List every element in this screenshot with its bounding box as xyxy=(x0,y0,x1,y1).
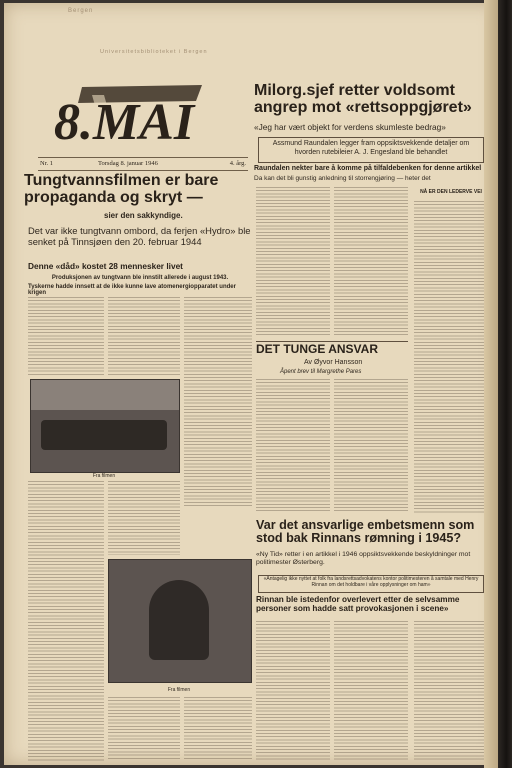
left-main-deck2: Tyskerne hadde innsett at de ikke kunne lave atomenergiopparatet under krigen xyxy=(28,284,236,296)
right-column-text xyxy=(184,297,252,507)
center-left-text xyxy=(256,187,330,337)
bottom-text-c xyxy=(414,621,486,761)
masthead-info-bar xyxy=(38,157,248,171)
bottom-box: «Antagelig ikke nyttet at folk fra landsrettsadvokatens kontor politimesteren å samtale med Henry Rinnan om det holdbare i våre opplysninger om ham» xyxy=(258,575,484,593)
sheet-edge xyxy=(484,0,498,768)
photo-1 xyxy=(30,379,180,473)
issue-date: Torsdag 8. januar 1946 xyxy=(98,160,158,167)
center-mid-text xyxy=(334,187,408,337)
right-top-headline: Milorg.sjef retter voldsomt angrep mot «rettsoppgjøret» xyxy=(254,82,472,116)
org-line: Universitetsbiblioteket i Bergen xyxy=(100,49,208,55)
bottom-deck: Rinnan ble istedenfor overlevert etter de selvsamme personer som hadde satt provokasjonen i scene» xyxy=(256,595,460,613)
issue-volume: 4. årg. xyxy=(229,160,246,167)
left-main-byline: sier den sakkyndige. xyxy=(104,211,183,220)
right-top-deck: Raundalen nekter bare å komme på tilfaldebenken for denne artikkel xyxy=(254,165,482,172)
middle-column-text-lower xyxy=(108,481,180,555)
center-lede: Åpent brev til Margrethe Pares xyxy=(280,369,362,375)
bottom-text-a xyxy=(256,621,330,761)
middle-column-text xyxy=(108,297,180,375)
bottom-headline: Var det ansvarlige embetsmenn som stod bak Rinnans rømning i 1945? xyxy=(256,518,475,546)
photo-2-caption: Fra filmen xyxy=(167,687,191,693)
masthead-title: 8.MAI xyxy=(54,94,195,149)
right-bottom-text xyxy=(184,697,252,761)
center-story-text-b xyxy=(334,379,408,513)
center-byline: Av Øyvor Hansson xyxy=(304,359,363,366)
right-column-heading: NÅ ER DEN LEDERVE VEI xyxy=(420,189,482,195)
bottom-text-b xyxy=(334,621,408,761)
photo-1-caption: Fra filmen xyxy=(92,473,116,479)
center-headline: DET TUNGE ANSVAR xyxy=(256,342,379,356)
right-top-subhead: «Jeg har vært objekt for verdens skumleste bedrag» xyxy=(254,122,446,132)
left-main-subhead: Det var ikke tungtvann ombord, da ferjen «Hydro» ble senket på Tinnsjøen den 20. februar 1944 xyxy=(28,225,251,248)
library-stamp: Bergen xyxy=(68,8,94,14)
left-main-deck1: Produksjonen av tungtvann ble innstilt allerede i august 1943. xyxy=(51,275,229,281)
right-column-body xyxy=(414,201,486,513)
right-top-kicker: Da kan det bli gunstig anledning til storrengjøring — heter det xyxy=(254,175,431,182)
masthead-logo xyxy=(52,81,212,149)
binding-spine xyxy=(498,0,512,768)
right-top-box: Assmund Raundalen legger fram oppsiktsvekkende detaljer om hvorden rutebileier A. J. Engesland ble behandlet xyxy=(258,137,484,163)
bottom-subhead: «Ny Tid» retter i en artikkel i 1946 oppsiktsvekkende beskyldninger mot politimester Østerberg. xyxy=(256,551,471,567)
left-column-text xyxy=(28,297,104,375)
left-column-text-lower xyxy=(28,481,104,761)
middle-bottom-text xyxy=(108,697,180,761)
photo-2 xyxy=(108,559,252,683)
left-main-bar: Denne «dåd» kostet 28 mennesker livet xyxy=(28,261,183,271)
left-main-headline: Tungtvannsfilmen er bare propaganda og skryt — xyxy=(24,172,219,206)
issue-number: Nr. 1 xyxy=(40,160,53,167)
center-story-text-a xyxy=(256,379,330,513)
newspaper-page xyxy=(4,3,498,765)
